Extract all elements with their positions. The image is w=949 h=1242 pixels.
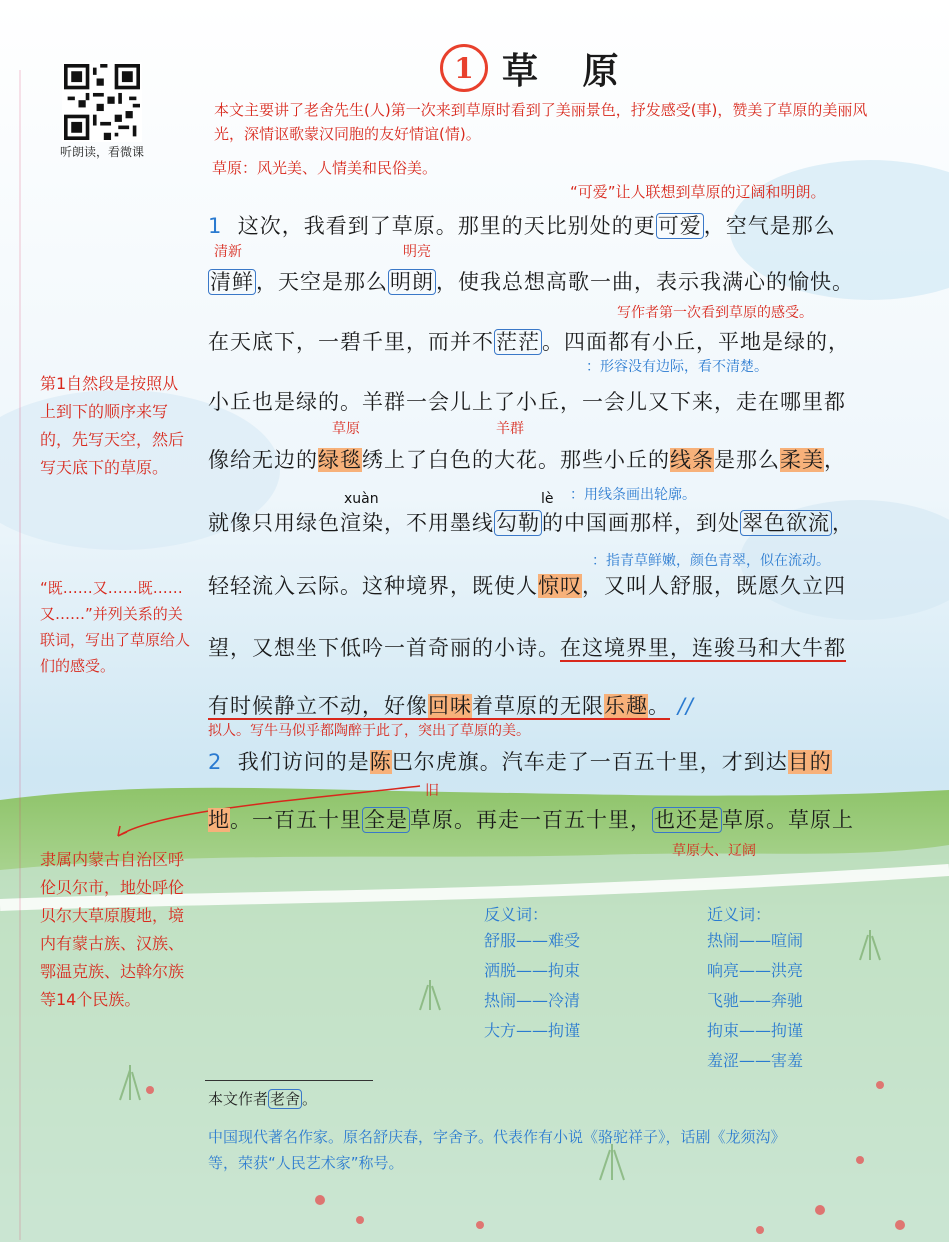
highlighted-word: 乐趣	[604, 694, 648, 718]
qr-code[interactable]	[62, 62, 142, 142]
side-note-order: 第1自然段是按照从上到下的顺序来写的，先写天空，然后写天底下的草原。	[40, 374, 185, 477]
body-line-9	[208, 690, 694, 720]
boxed-word: 茫茫	[496, 330, 540, 354]
text-span: ，使我总想高歌一曲，表示我满心的愉快。	[436, 270, 854, 294]
author-bio: 中国现代著名作家。原名舒庆春，字舍予。代表作有小说《骆驼祥子》，话剧《龙须沟》等，荣获“人民艺术家”称号。	[208, 1128, 786, 1172]
body-line-8	[208, 632, 846, 662]
gloss-jiu: 旧	[425, 783, 439, 799]
author-note	[208, 1088, 317, 1109]
lesson-header	[440, 40, 635, 96]
highlighted-word: 回味	[428, 694, 472, 718]
text-span: ，又叫人舒服，既愿久立四	[582, 574, 846, 598]
underlined-sentence: 在这境界里，连骏马和大牛都	[560, 636, 846, 660]
text-span: 着草原的无限	[472, 694, 604, 718]
section-divider-mark: //	[677, 694, 694, 718]
synonyms-title: 近义词：	[707, 905, 772, 924]
gloss-yangqun: 羊群	[496, 421, 524, 437]
highlighted-word: 线条	[670, 448, 714, 472]
gloss-minglang: 明亮	[403, 244, 431, 260]
gloss-caoyuan: 草原	[332, 421, 360, 437]
gloss-cuise: ：指青草鲜嫩，颜色青翠，似在流动。	[592, 553, 830, 569]
body-line-1	[208, 210, 836, 240]
antonym-item: 洒脱——拘束	[484, 961, 581, 980]
body-line-6	[208, 507, 854, 537]
side-note-jiyou: “既……又……既……又……”并列关系的关联词，写出了草原给人们的感受。	[40, 579, 191, 675]
antonyms-list	[484, 926, 580, 1046]
antonym-item: 舒服——难受	[484, 931, 581, 950]
text-span: 就像只用绿色渲染，不用墨线	[208, 511, 494, 535]
text-span: 在天底下，一碧千里，而并不	[208, 330, 494, 354]
text-span: 巴尔虎旗。汽车走了一百五十里，才到达	[391, 750, 788, 774]
underlined-sentence	[208, 694, 670, 720]
body-line-11	[208, 804, 854, 834]
body-line-2	[208, 266, 854, 296]
boxed-word: 翠色欲流	[742, 511, 830, 535]
body-line-10	[208, 746, 832, 776]
highlighted-word: 绿毯	[318, 448, 362, 472]
text-span: ，空气是那么	[703, 214, 836, 238]
gloss-mangmang: ：形容没有边际，看不清楚。	[586, 359, 768, 375]
antonym-item: 大方——拘谨	[484, 1021, 581, 1040]
side-note-chenbaerhu: 隶属内蒙古自治区呼伦贝尔市，地处呼伦贝尔大草原腹地，境内有蒙古族、汉族、鄂温克族、达斡尔族等14个民族。	[40, 850, 185, 1009]
body-line-7	[208, 570, 846, 600]
text-span: ，	[824, 448, 846, 472]
text-span: 。	[648, 694, 670, 718]
gloss-goule: ：用线条画出轮廓。	[570, 487, 696, 503]
synonym-item: 羞涩——害羞	[707, 1051, 804, 1070]
boxed-word: 全是	[364, 808, 408, 832]
pinyin-le: lè	[541, 491, 554, 507]
lesson-title: 草 原	[502, 49, 635, 92]
body-line-5	[208, 444, 846, 474]
paragraph-number: 1	[208, 214, 223, 238]
theme-note: 草原：风光美、人情美和民俗美。	[212, 159, 438, 177]
body-line-3	[208, 326, 850, 356]
lesson-number: 1	[440, 44, 488, 92]
highlighted-word: 惊叹	[538, 574, 582, 598]
text-span: 。四面都有小丘，平地是绿的，	[542, 330, 850, 354]
boxed-word: 勾勒	[496, 511, 540, 535]
text-span: ，	[832, 511, 854, 535]
note-keai: “可爱”让人联想到草原的辽阔和明朗。	[570, 183, 826, 201]
boxed-word: 也还是	[654, 808, 720, 832]
text-span: 。	[302, 1090, 318, 1108]
antonyms-title: 反义词：	[484, 905, 549, 924]
highlighted-word: 地	[208, 808, 230, 832]
boxed-word: 明朗	[390, 270, 434, 294]
gloss-qingxin: 清新	[214, 244, 242, 260]
text-span: 本文作者	[208, 1090, 269, 1108]
pinyin-xuan: xuàn	[344, 491, 379, 507]
qr-caption: 听朗读，看微课	[59, 145, 144, 159]
text-span: 草原。草原上	[722, 808, 854, 832]
synonym-item: 飞驰——奔驰	[707, 991, 804, 1010]
note-niren: 拟人。写牛马似乎都陶醉于此了，突出了草原的美。	[208, 723, 530, 739]
body-line-4: 小丘也是绿的。羊群一会儿上了小丘，一会儿又下来，走在哪里都	[208, 390, 846, 414]
text-span: 我们访问的是	[237, 750, 370, 774]
synonym-item: 拘束——拘谨	[707, 1021, 804, 1040]
boxed-word: 清鲜	[210, 270, 254, 294]
author-name: 老舍	[270, 1090, 301, 1108]
text-span: 的中国画那样，到处	[542, 511, 740, 535]
text-span: ，天空是那么	[256, 270, 388, 294]
synonym-item: 响亮——洪亮	[707, 961, 804, 980]
highlighted-word: 柔美	[780, 448, 824, 472]
summary-note: 本文主要讲了老舍先生(人)第一次来到草原时看到了美丽景色，抒发感受(事)，赞美了草原的美丽风光，深情讴歌蒙汉同胞的友好情谊(情)。	[214, 101, 868, 143]
text-span: 轻轻流入云际。这种境界，既使人	[208, 574, 538, 598]
synonym-item: 热闹——喧闹	[707, 931, 804, 950]
text-span: 是那么	[714, 448, 780, 472]
highlighted-word: 目的	[787, 750, 832, 774]
antonym-item: 热闹——冷清	[484, 991, 581, 1010]
text-span: 这次，我看到了草原。那里的天比别处的更	[237, 214, 656, 238]
note-first-feel: 写作者第一次看到草原的感受。	[617, 305, 813, 321]
note-liaokuo: 草原大、辽阔	[672, 843, 756, 859]
text-span: 有时候静立不动，好像	[208, 694, 428, 718]
text-span: 绣上了白色的大花。那些小丘的	[362, 448, 670, 472]
footnote-rule	[205, 1080, 373, 1081]
text-span: 像给无边的	[208, 448, 318, 472]
qr-code-icon	[64, 64, 140, 140]
synonyms-list	[707, 926, 803, 1076]
text-span: 草原。再走一百五十里，	[410, 808, 652, 832]
text-span: 。一百五十里	[230, 808, 362, 832]
text-span: 望，又想坐下低吟一首奇丽的小诗。	[208, 636, 560, 660]
boxed-word: 可爱	[657, 214, 702, 238]
highlighted-word: 陈	[369, 750, 392, 774]
paragraph-number: 2	[208, 750, 223, 774]
